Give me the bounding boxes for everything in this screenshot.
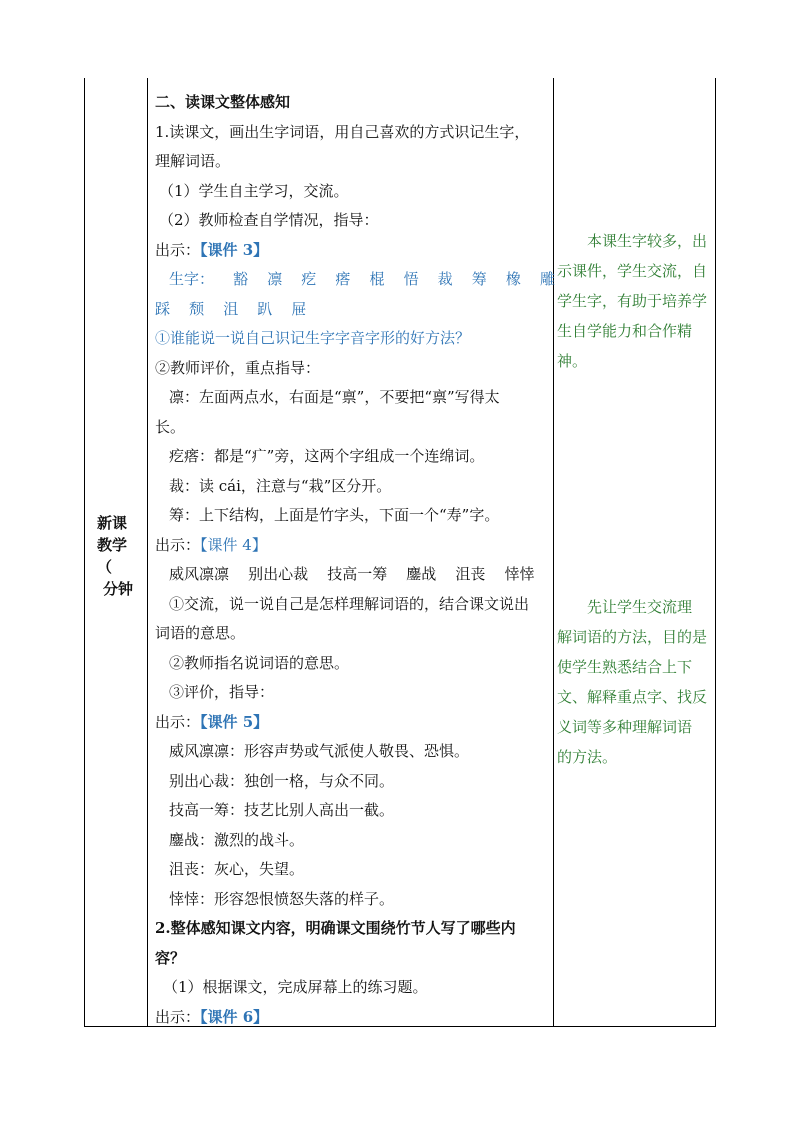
note-line: 生自学能力和合作精 <box>557 322 693 340</box>
stage-line: 教学 <box>97 536 128 554</box>
column-divider-1 <box>147 78 148 1026</box>
question-line: ①谁能说一说自己识记生字字音字形的好方法？ <box>155 329 471 347</box>
note-line: 使学生熟悉结合上下 <box>557 658 693 676</box>
courseware-tag: 【课件 4】 <box>200 535 267 554</box>
stage-column <box>85 78 147 1026</box>
stage-line: 新课 <box>97 514 128 532</box>
definition-line: 沮丧：灰心，失望。 <box>169 860 305 878</box>
char: 橡 <box>505 270 521 288</box>
show-label: 出示： <box>155 1007 201 1026</box>
text-line: （1）学生自主学习，交流。 <box>159 181 349 200</box>
note-line: 神。 <box>557 352 588 370</box>
text-line: 筹：上下结构，上面是竹字头，下面一个“寿”字。 <box>169 506 500 524</box>
text-line: 词语的意思。 <box>155 624 246 642</box>
note-line: 本课生字较多，出 <box>587 232 708 250</box>
show-label: 出示： <box>155 712 201 731</box>
note-line: 学生字，有助于培养学 <box>557 292 708 310</box>
text-line: 理解词语。 <box>155 152 231 170</box>
text-line: 疙瘩：都是“疒”旁，这两个字组成一个连绵词。 <box>169 447 485 465</box>
design-note-2 <box>557 592 713 772</box>
note-line: 解词语的方法，目的是 <box>557 628 708 646</box>
stage-line: （ <box>97 558 113 576</box>
char: 疙 <box>301 270 317 288</box>
word: 鏖战 <box>406 565 437 583</box>
text-line: 裁：读 cái，注意与“栽”区分开。 <box>169 476 392 495</box>
chars-row-2 <box>155 295 555 325</box>
char: 筹 <box>471 270 487 288</box>
show-line <box>155 236 555 266</box>
show-line <box>155 531 555 561</box>
char: 瘩 <box>335 270 351 288</box>
text-line: （2）教师检查自学情况，指导： <box>159 211 379 229</box>
chars-row-1 <box>155 265 555 295</box>
char: 裁 <box>437 270 453 288</box>
char: 沮 <box>223 299 239 318</box>
definition-line: 别出心裁：独创一格，与众不同。 <box>169 771 395 790</box>
stage-line: 分钟 <box>103 580 134 598</box>
show-label: 出示： <box>155 240 201 259</box>
text-line: 容？ <box>155 948 186 967</box>
courseware-tag: 【课件 5】 <box>200 712 269 731</box>
stage-label <box>97 512 145 600</box>
word: 别出心裁 <box>248 565 309 583</box>
word: 技高一筹 <box>327 565 388 583</box>
text-line: （1）根据课文，完成屏幕上的练习题。 <box>163 978 428 996</box>
note-line: 的方法。 <box>557 748 618 766</box>
word: 威风凛凛 <box>169 565 230 583</box>
char: 屉 <box>291 299 307 318</box>
content-column <box>155 88 555 1032</box>
char: 凛 <box>267 270 283 288</box>
char: 棍 <box>369 270 385 288</box>
text-line: 1.读课文，画出生字词语，用自己喜欢的方式识记生字， <box>155 122 530 141</box>
text-line: 凛：左面两点水，右面是“禀”，不要把“禀”写得太 <box>169 388 500 406</box>
char: 豁 <box>233 270 249 288</box>
char: 雕 <box>539 270 555 288</box>
lesson-table <box>84 78 716 1027</box>
word: 悻悻 <box>504 565 535 583</box>
definition-line: 悻悻：形容怨恨愤怒失落的样子。 <box>169 889 395 908</box>
char: 颓 <box>189 299 205 318</box>
text-line: ②教师指名说词语的意思。 <box>169 653 350 672</box>
note-line: 示课件，学生交流，自 <box>557 262 708 280</box>
definition-line: 技高一筹：技艺比别人高出一截。 <box>169 801 395 819</box>
word: 沮丧 <box>455 565 486 583</box>
courseware-tag: 【课件 3】 <box>200 240 269 259</box>
chars-label: 生字： <box>169 270 215 288</box>
courseware-tag: 【课件 6】 <box>200 1007 269 1026</box>
char: 悟 <box>403 270 419 288</box>
show-label: 出示： <box>155 535 201 554</box>
char: 踩 <box>155 299 171 318</box>
definition-line: 威风凛凛：形容声势或气派使人敬畏、恐惧。 <box>169 742 470 760</box>
show-line <box>155 1003 555 1033</box>
definition-line: 鏖战：激烈的战斗。 <box>169 830 305 849</box>
text-line: 2.整体感知课文内容，明确课文围绕竹节人写了哪些内 <box>155 919 516 937</box>
text-line: ②教师评价，重点指导： <box>155 358 321 377</box>
text-line: ③评价，指导： <box>169 683 275 701</box>
note-line: 先让学生交流理 <box>587 598 693 616</box>
text-line: ①交流，说一说自己是怎样理解词语的，结合课文说出 <box>169 594 530 613</box>
note-line: 义词等多种理解词语 <box>557 718 693 736</box>
show-line <box>155 708 555 738</box>
design-note-1 <box>557 226 713 376</box>
note-line: 文、解释重点字、找反 <box>557 688 708 706</box>
words-row <box>155 560 555 590</box>
char: 趴 <box>257 299 273 318</box>
section-title: 二、读课文整体感知 <box>155 93 291 111</box>
text-line: 长。 <box>155 417 186 436</box>
